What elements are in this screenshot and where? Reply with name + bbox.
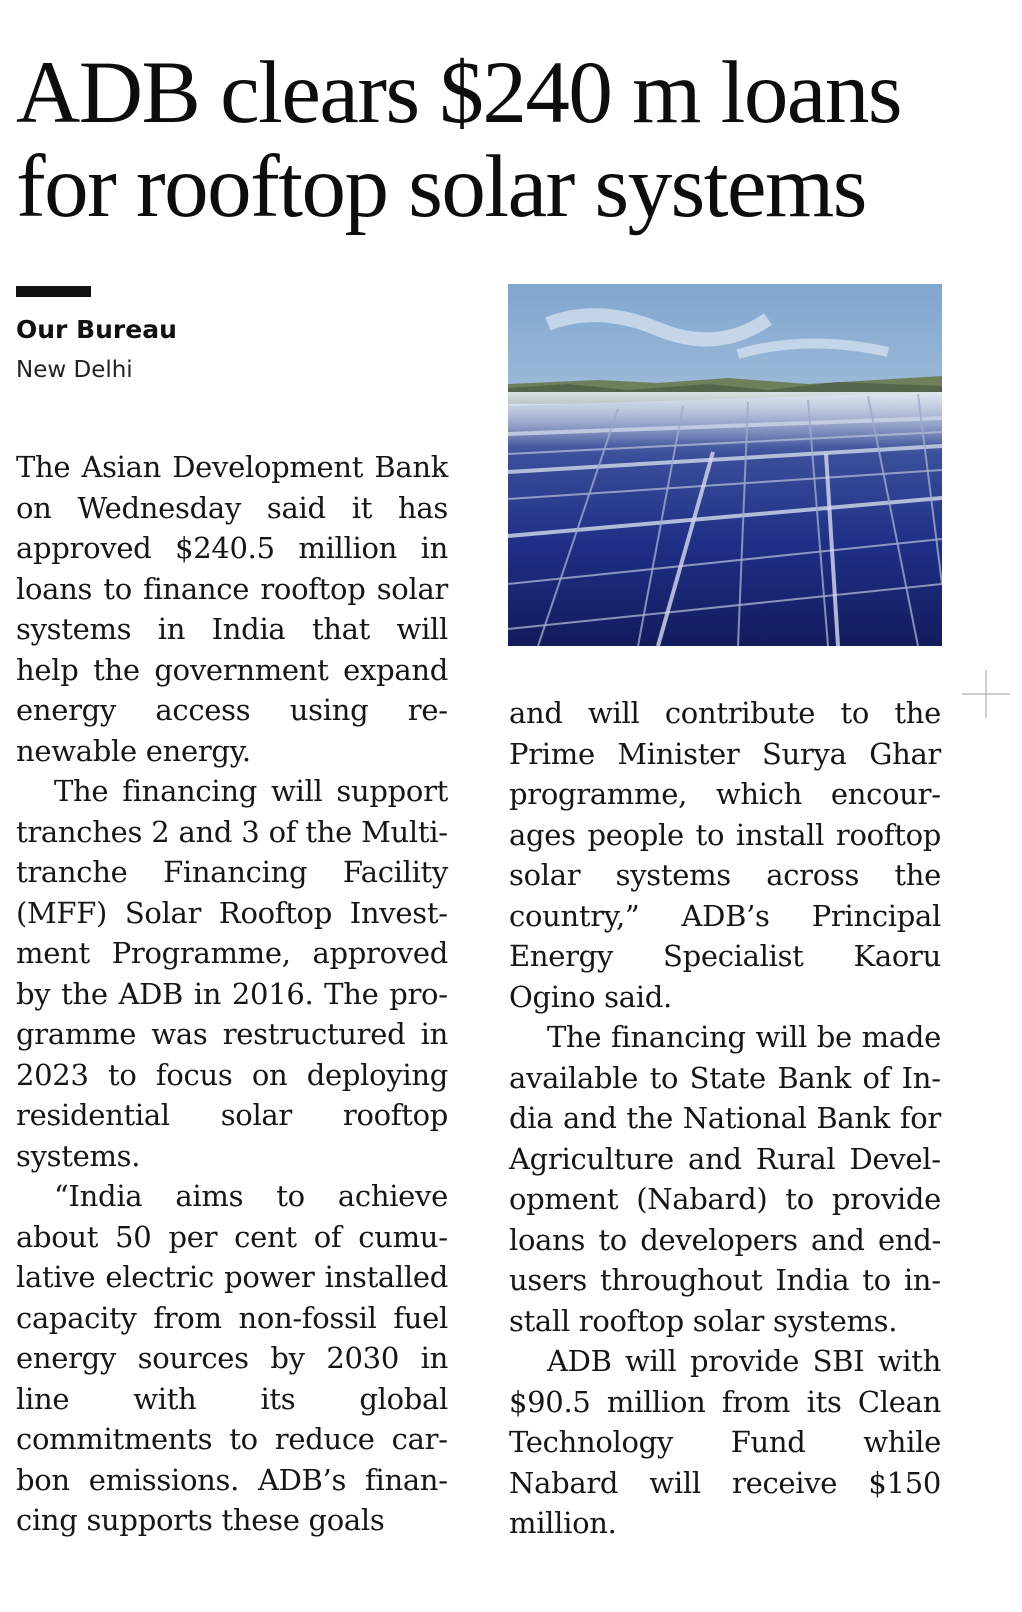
headline-line-2: for rooftop solar systems	[16, 138, 866, 236]
paragraph: and will contribute to the Prime Minister Surya Ghar programme, which encourages people to install rooftop solar systems across the country,” ADB’s Principal Energy Specialist Kaoru Ogino said.	[509, 696, 941, 1014]
paragraph: The financing will be made available to State Bank of India and the National Bank for Agriculture and Rural Development (Nabard) to provide loans to developers and end-users throughout India to install rooftop solar systems.	[509, 1020, 941, 1338]
paragraph: The Asian Development Bank on Wednesday said it has approved $240.5 million in loans to finance rooftop solar systems in India that will help the government expand energy access using renewable energy.	[16, 450, 448, 768]
paragraph: “India aims to achieve about 50 per cent of cumulative electric power installed capacity from non-fossil fuel energy sources by 2030 in line with its global commitments to reduce carbon emissions. ADB’s financing supports these goals	[16, 1179, 448, 1537]
solar-panels-photo	[508, 284, 942, 646]
dateline: New Delhi	[16, 357, 133, 383]
crop-mark-icon	[962, 670, 1010, 718]
byline: Our Bureau	[16, 315, 177, 344]
byline-rule	[16, 286, 91, 297]
paragraph: ADB will provide SBI with $90.5 million from its Clean Technology Fund while Nabard will receive $150 million.	[509, 1344, 941, 1540]
article-column-right	[509, 693, 941, 1544]
headline	[16, 46, 1006, 234]
paragraph: The financing will support tranches 2 and 3 of the Multitranche Financing Facility (MFF) Solar Rooftop Investment Programme, approved by the ADB in 2016. The programme was restructured in 2023 to focus on deploying residential solar rooftop systems.	[16, 774, 448, 1173]
headline-line-1: ADB clears $240 m loans	[16, 44, 902, 142]
article-column-left	[16, 447, 448, 1541]
